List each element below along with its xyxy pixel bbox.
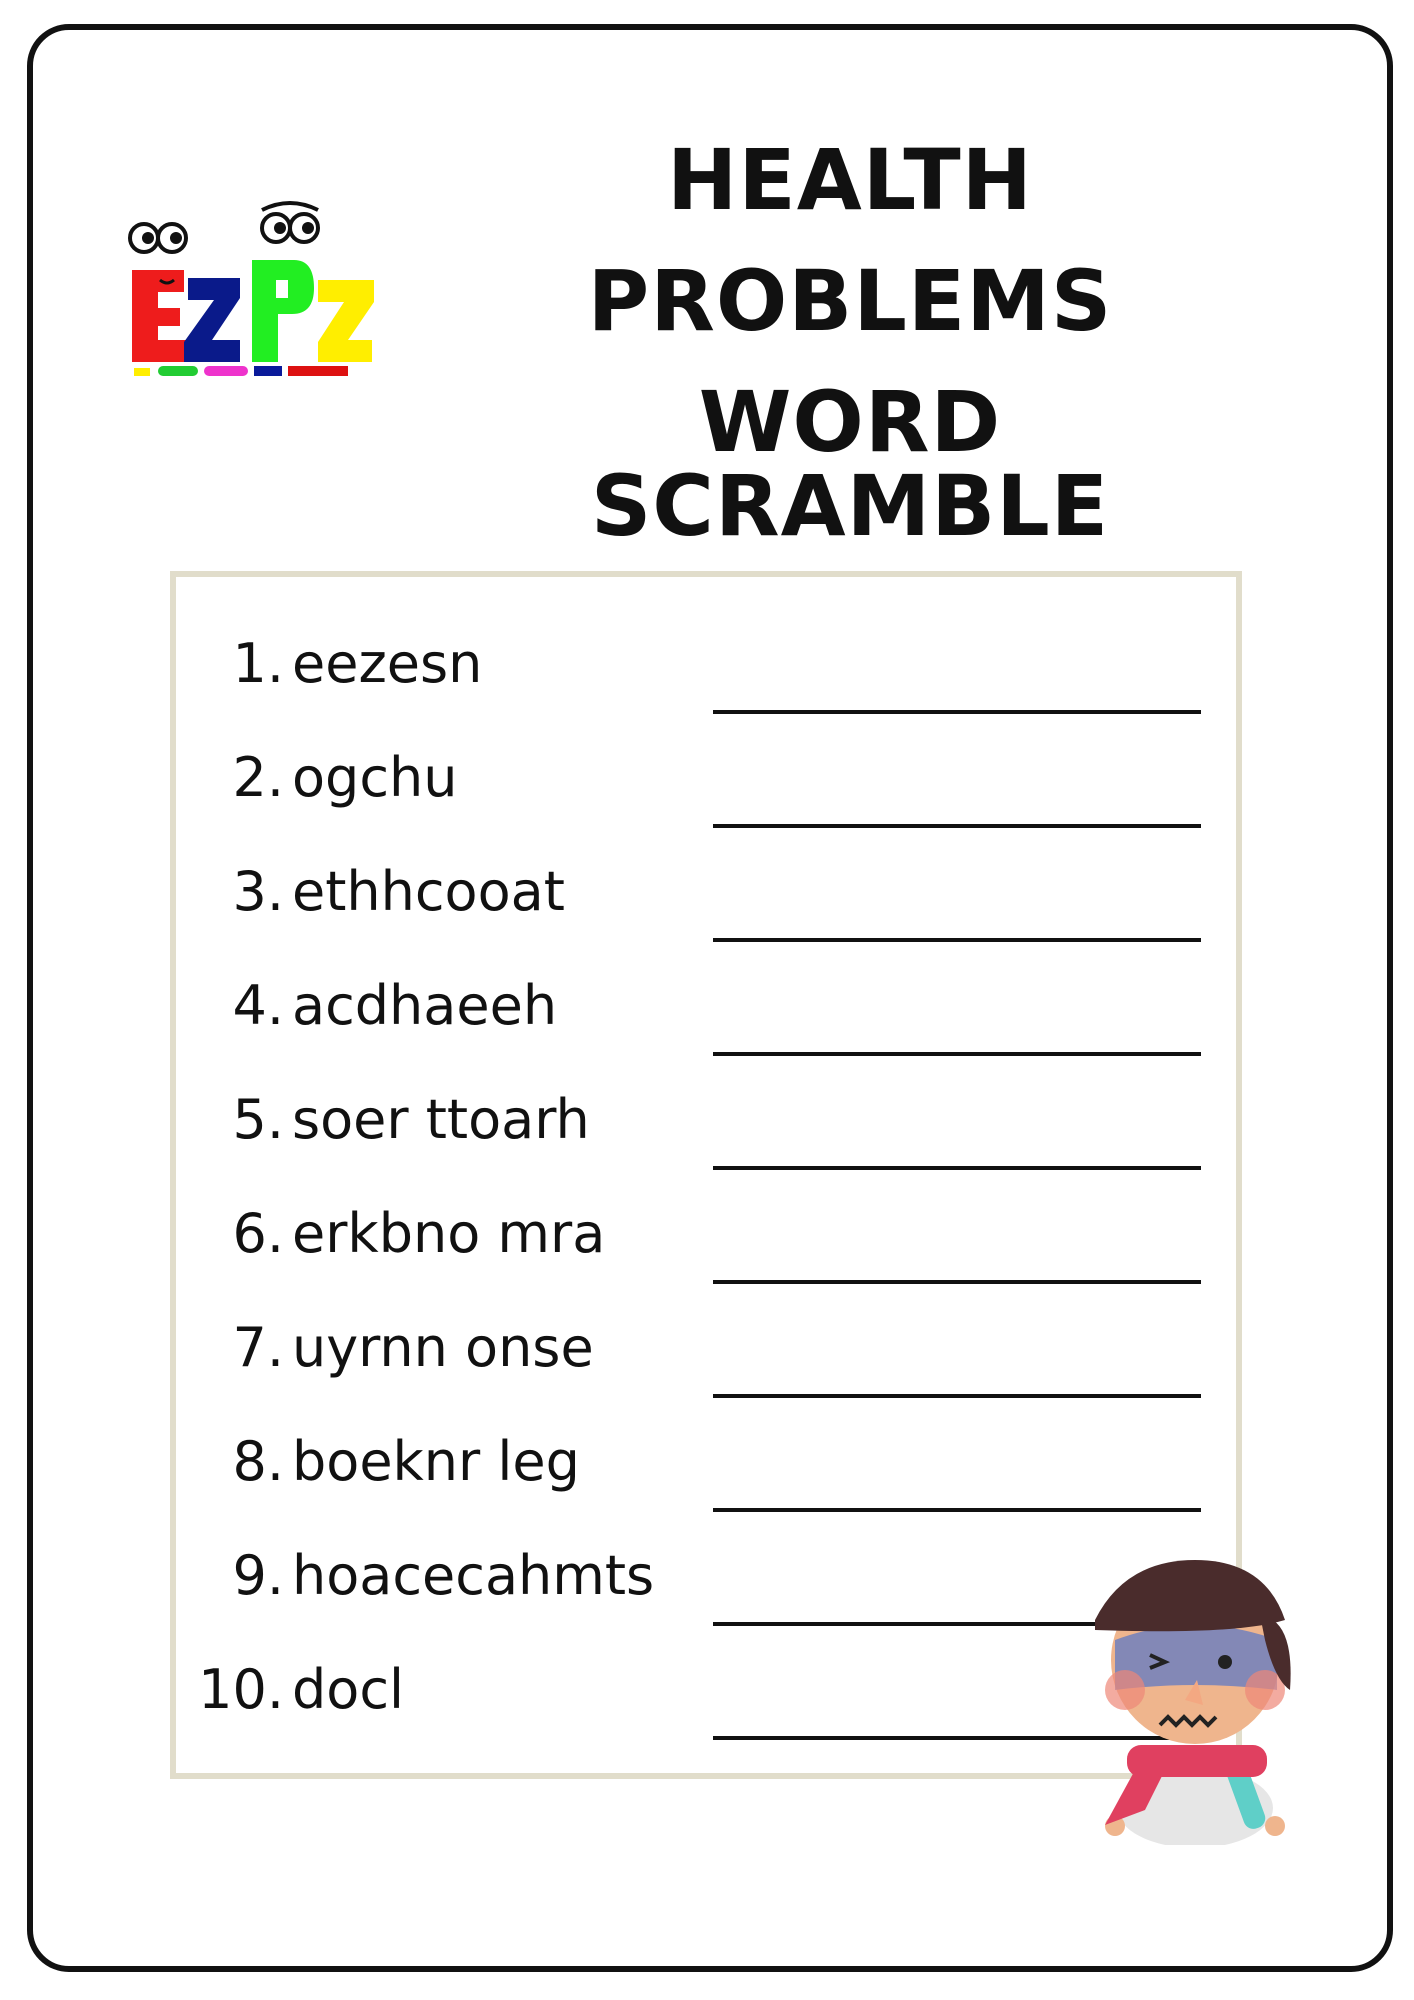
item-number: 5. xyxy=(232,1088,284,1151)
scrambled-word: uyrnn onse xyxy=(292,1316,594,1379)
ezpz-learn-logo xyxy=(122,190,384,376)
scrambled-word: docl xyxy=(292,1658,405,1721)
scrambled-word: eezesn xyxy=(292,632,483,695)
item-number: 4. xyxy=(232,974,284,1037)
scrambled-word: soer ttoarh xyxy=(292,1088,590,1151)
scrambled-word: erkbno mra xyxy=(292,1202,606,1265)
item-number: 3. xyxy=(232,860,284,923)
answer-line[interactable] xyxy=(713,1280,1201,1284)
item-number: 9. xyxy=(232,1544,284,1607)
scramble-item xyxy=(0,1412,1414,1526)
scramble-item xyxy=(0,1070,1414,1184)
scramble-item xyxy=(0,1298,1414,1412)
item-number: 10. xyxy=(198,1658,284,1721)
scrambled-word: boeknr leg xyxy=(292,1430,580,1493)
item-number: 7. xyxy=(232,1316,284,1379)
item-number: 2. xyxy=(232,746,284,809)
answer-line[interactable] xyxy=(713,1508,1201,1512)
scrambled-word: acdhaeeh xyxy=(292,974,558,1037)
logo-letters xyxy=(130,203,374,376)
answer-line[interactable] xyxy=(713,938,1201,942)
answer-line[interactable] xyxy=(713,1052,1201,1056)
answer-line[interactable] xyxy=(713,824,1201,828)
title-line-3: WORD SCRAMBLE xyxy=(590,373,1110,555)
scramble-item xyxy=(0,728,1414,842)
scramble-item xyxy=(0,1184,1414,1298)
answer-line[interactable] xyxy=(713,710,1201,714)
scramble-item xyxy=(0,956,1414,1070)
sick-boy-illustration xyxy=(1085,1540,1305,1845)
answer-line[interactable] xyxy=(713,1166,1201,1170)
title-line-1: HEALTH xyxy=(667,131,1033,229)
answer-line[interactable] xyxy=(713,1394,1201,1398)
item-number: 8. xyxy=(232,1430,284,1493)
scrambled-word: ethhcooat xyxy=(292,860,565,923)
title-line-2: PROBLEMS xyxy=(587,252,1113,350)
scramble-item xyxy=(0,842,1414,956)
item-number: 6. xyxy=(232,1202,284,1265)
scramble-item xyxy=(0,614,1414,728)
scrambled-word: ogchu xyxy=(292,746,458,809)
scrambled-word: hoacecahmts xyxy=(292,1544,655,1607)
item-number: 1. xyxy=(232,632,284,695)
